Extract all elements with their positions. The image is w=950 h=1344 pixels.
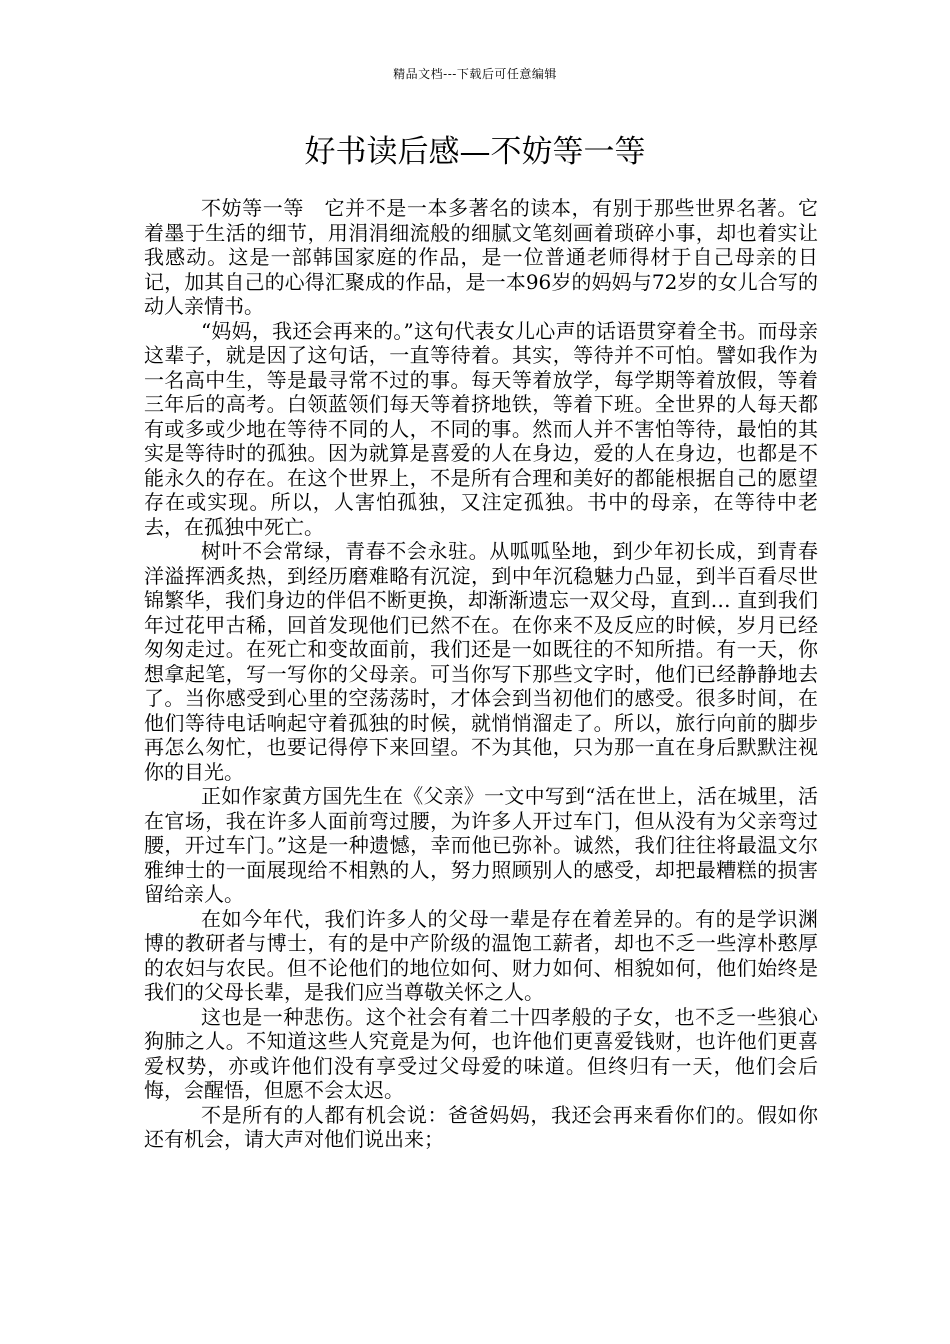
paragraph-5: 在如今年代，我们许多人的父母一辈是存在着差异的。有的是学识渊博的教研者与博士，有的是中产阶级的温饱工薪者，却也不乏一些淳朴憨厚的农妇与农民。但不论他们的地位如何、财力如何、相貌如何，他们始终是我们的父母长辈，是我们应当尊敬关怀之人。 xyxy=(144,906,818,1004)
paragraph-1: 不妨等一等 它并不是一本多著名的读本，有别于那些世界名著。它着墨于生活的细节，用涓涓细流般的细腻文笔刻画着琐碎小事，却也着实让我感动。这是一部韩国家庭的作品，是一位普通老师得材于自己母亲的日记，加其自己的心得汇聚成的作品，是一本96岁的妈妈与72岁的女儿合写的动人亲情书。 xyxy=(144,196,818,318)
paragraph-4: 正如作家黄方国先生在《父亲》一文中写到“活在世上，活在城里，活在官场，我在许多人面前弯过腰，为许多人开过车门，但从没有为父亲弯过腰，开过车门。”这是一种遗憾，幸而他已弥补。诚然，我们往往将最温文尔雅绅士的一面展现给不相熟的人，努力照顾别人的感受，却把最糟糕的损害留给亲人。 xyxy=(144,784,818,906)
document-body xyxy=(144,196,818,1152)
page-header: 精品文档---下载后可任意编辑 xyxy=(393,67,557,81)
paragraph-7: 不是所有的人都有机会说：爸爸妈妈，我还会再来看你们的。假如你还有机会，请大声对他们说出来； xyxy=(144,1102,818,1151)
paragraph-2: “妈妈，我还会再来的。”这句代表女儿心声的话语贯穿着全书。而母亲这辈子，就是因了这句话，一直等待着。其实，等待并不可怕。譬如我作为一名高中生，等是最寻常不过的事。每天等着放学，每学期等着放假，等着三年后的高考。白领蓝领们每天等着挤地铁，等着下班。全世界的人每天都有或多或少地在等待不同的人，不同的事。然而人并不害怕等待，最怕的其实是等待时的孤独。因为就算是喜爱的人在身边，爱的人在身边，也都是不能永久的存在。在这个世界上，不是所有合理和美好的都能根据自己的愿望存在或实现。所以，人害怕孤独，又注定孤独。书中的母亲，在等待中老去，在孤独中死亡。 xyxy=(144,318,818,539)
paragraph-3: 树叶不会常绿，青春不会永驻。从呱呱坠地，到少年初长成，到青春洋溢挥洒炙热，到经历磨难略有沉淀，到中年沉稳魅力凸显，到半百看尽世锦繁华，我们身边的伴侣不断更换，却渐渐遗忘一双父母，直到… 直到我们年过花甲古稀，回首发现他们已然不在。在你来不及反应的时候，岁月已经匆匆走过。在死亡和变故面前，我们还是一如既往的不知所措。有一天，你想拿起笔，写一写你的父母亲。可当你写下那些文字时，他们已经静静地去了。当你感受到心里的空荡荡时，才体会到当初他们的感受。很多时间，在他们等待电话响起守着孤独的时候，就悄悄溜走了。所以，旅行向前的脚步再怎么匆忙，也要记得停下来回望。不为其他，只为那一直在身后默默注视你的目光。 xyxy=(144,539,818,784)
paragraph-6: 这也是一种悲伤。这个社会有着二十四孝般的子女，也不乏一些狼心狗肺之人。不知道这些人究竟是为何，也许他们更喜爱钱财，也许他们更喜爱权势，亦或许他们没有享受过父母爱的味道。但终归有一天，他们会后悔，会醒悟，但愿不会太迟。 xyxy=(144,1004,818,1102)
page-title: 好书读后感—不妨等一等 xyxy=(304,134,646,170)
